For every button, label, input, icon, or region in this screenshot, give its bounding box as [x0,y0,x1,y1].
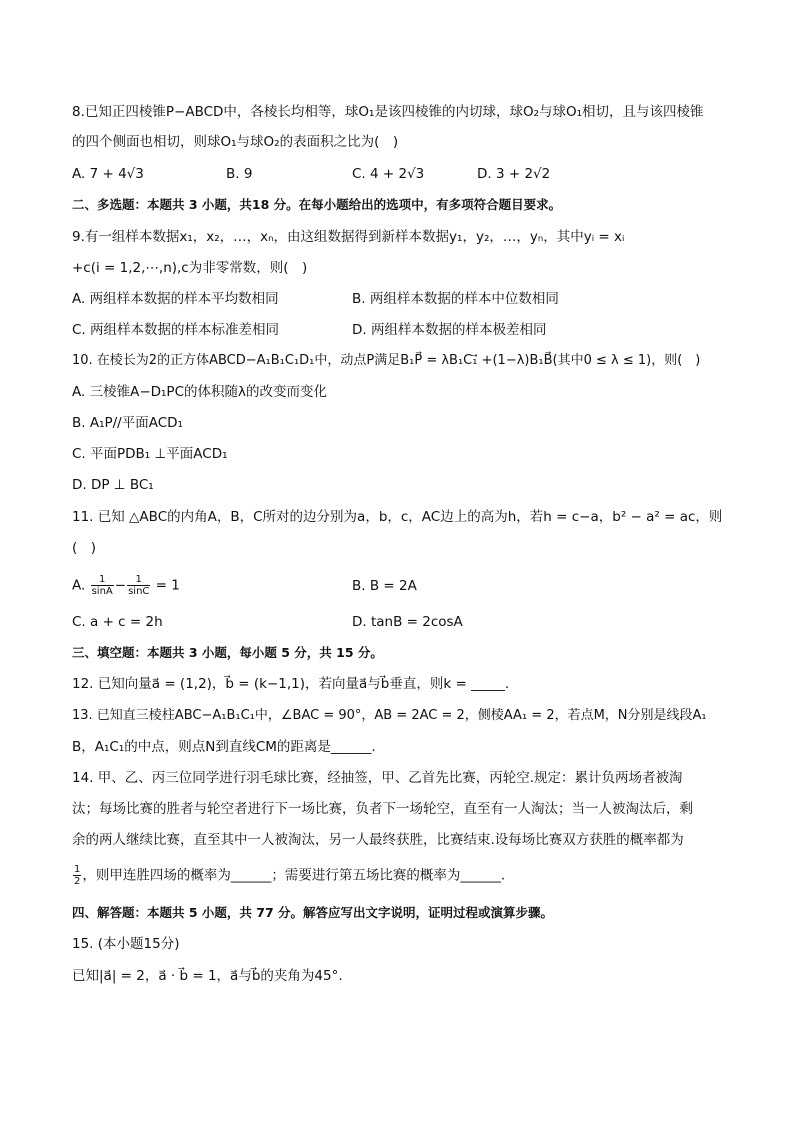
section-2-heading: 二、多选题：本题共 3 小题，共18 分。在每小题给出的选项中，有多项符合题目要求。 [72,197,562,212]
q10-option-a: A. 三棱锥A−D₁PC的体积随λ的改变而变化 [72,384,327,400]
q14-line-1: 14. 甲、乙、丙三位同学进行羽毛球比赛，经抽签，甲、乙首先比赛，丙轮空.规定：累计负两场者被淘 [72,770,683,786]
q11-option-a-prefix: A. [72,577,86,594]
q11-option-a: A. $\frac{1}{\sin A}$ − $\frac{1}{\sin C}$ = 1 [72,574,180,597]
q15-title: 15. (本小题15分) [72,936,180,952]
q11-option-a-suffix: = 1 [151,577,180,594]
q11-option-c: C. a + c = 2h [72,614,163,630]
q14-fraction-num: 1 [74,864,81,875]
q10-option-d: D. DP ⊥ BC₁ [72,477,154,493]
q9-option-b: B. 两组样本数据的样本中位数相同 [352,291,559,307]
q9-option-a: A. 两组样本数据的样本平均数相同 [72,291,279,307]
q8-line-2: 的四个侧面也相切，则球O₁与球O₂的表面积之比为( ) [72,134,399,150]
q11-fraction-1-den: sinA [91,586,113,597]
q15-line-1: 已知|a⃗| = 2，a⃗ · b⃗ = 1，a⃗与b⃗的夹角为45°. [72,968,343,984]
q8-option-b: B. 9 [226,166,253,182]
q11-fraction-2 [127,574,150,597]
section-4-heading: 四、解答题：本题共 5 小题，共 77 分。解答应写出文字说明，证明过程或演算步骤。 [72,905,554,920]
q14-line-4-wrap [72,864,505,887]
q8-option-c: C. 4 + 2√3 [352,166,425,182]
q11-fraction-1-num: 1 [91,574,114,586]
q14-line-4: ，则甲连胜四场的概率为______；需要进行第五场比赛的概率为______. [82,867,506,884]
q8-option-a: A. 7 + 4√3 [72,166,144,182]
q9-line-2: +c(i = 1,2,⋯,n),c为非零常数，则( ) [72,260,308,276]
q13-line-2: B，A₁C₁的中点，则点N到直线CM的距离是______. [72,739,376,755]
q9-option-d: D. 两组样本数据的样本极差相同 [352,322,547,338]
q10-line-1: 10. 在棱长为2的正方体ABCD−A₁B₁C₁D₁中，动点P满足B₁P⃗ = λB₁C₁⃗ +(1−λ)B₁B⃗(其中0 ≤ λ ≤ 1)，则( ) [72,353,701,368]
q8-option-d: D. 3 + 2√2 [477,166,551,182]
q9-line-1: 9.有一组样本数据x₁，x₂，…，xₙ，由这组数据得到新样本数据y₁，y₂，…，yₙ，其中yᵢ = xᵢ [72,229,625,245]
q11-option-b: B. B = 2A [352,578,417,594]
q10-option-b: B. A₁P//平面ACD₁ [72,415,183,431]
q12-line: 12. 已知向量a⃗ = (1,2)，b⃗ = (k−1,1)，若向量a⃗与b⃗垂直，则k = _____. [72,676,510,692]
q11-fraction-2-den: sinC [128,586,150,597]
q14-fraction-half [73,864,81,887]
q11-option-d: D. tanB = 2cosA [352,614,463,630]
q11-fraction-1 [91,574,114,597]
q14-line-2: 汰；每场比赛的胜者与轮空者进行下一场比赛，负者下一场轮空，直至有一人淘汰；当一人被淘汰后，剩 [72,801,693,817]
q11-fraction-2-num: 1 [127,574,150,586]
q8-line-1: 8.已知正四棱锥P−ABCD中，各棱长均相等，球O₁是该四棱锥的内切球，球O₂与球O₁相切，且与该四棱锥 [72,104,704,120]
q14-fraction-den: 2 [74,876,81,887]
q13-line-1: 13. 已知直三棱柱ABC−A₁B₁C₁中，∠BAC = 90°，AB = 2AC = 2，侧棱AA₁ = 2，若点M，N分别是线段A₁ [72,708,707,723]
section-3-heading: 三、填空题：本题共 3 小题，每小题 5 分，共 15 分。 [72,645,383,660]
q11-line-2: ( ) [72,540,97,556]
q14-line-3: 余的两人继续比赛，直至其中一人被淘汰，另一人最终获胜，比赛结束.设每场比赛双方获胜的概率都为 [72,832,684,848]
q10-option-c: C. 平面PDB₁ ⊥平面ACD₁ [72,446,228,462]
q11-line-1: 11. 已知 △ABC的内角A，B，C所对的边分别为a，b，c，AC边上的高为h，若h = c−a，b² − a² = ac，则 [72,509,723,525]
q9-option-c: C. 两组样本数据的样本标准差相同 [72,322,280,338]
